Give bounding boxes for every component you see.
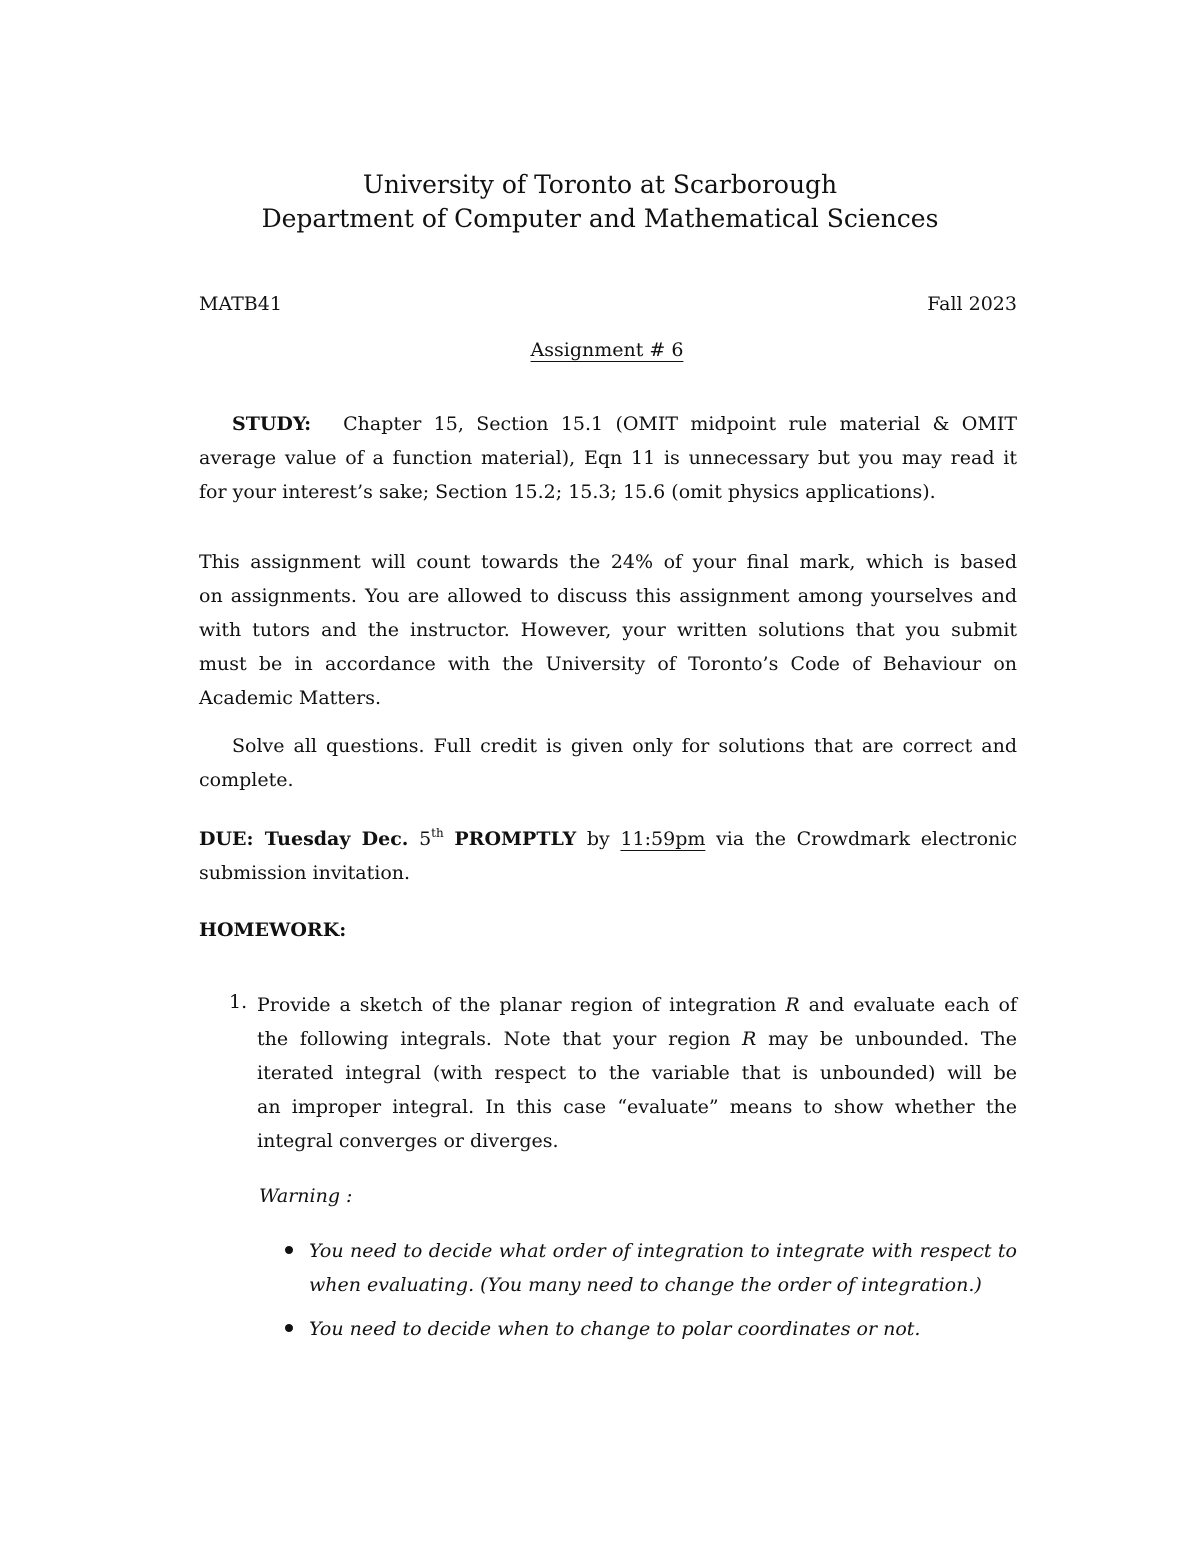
policy-line-4: must be in accordance with the University of Toronto’s Code of Behaviour on: [199, 653, 1017, 675]
warning-b1-line-2: when evaluating. (You many need to change the order of integration.): [309, 1274, 982, 1296]
due-label: DUE: Tuesday Dec.: [199, 828, 409, 850]
solve-line-1: [199, 729, 1017, 763]
study-label: STUDY:: [232, 413, 312, 435]
due-paragraph: [199, 822, 1017, 890]
q1-text-2b: may be unbounded. The: [768, 1028, 1018, 1050]
warning-b1-line-1: You need to decide what order of integration to integrate with respect to: [309, 1240, 1017, 1262]
university-name: University of Toronto at Scarborough: [362, 170, 838, 199]
q1-line-4: an improper integral. In this case “evaluate” means to show whether the: [257, 1096, 1017, 1118]
due-line-2: submission invitation.: [199, 862, 411, 884]
due-time: 11:59pm: [620, 828, 706, 850]
due-day: 5: [419, 828, 432, 850]
study-line-3: for your interest’s sake; Section 15.2; 15.3; 15.6 (omit physics applications).: [199, 481, 936, 503]
q1-text-2a: the following integrals. Note that your region: [257, 1028, 731, 1050]
policy-line-2: on assignments. You are allowed to discuss this assignment among yourselves and: [199, 585, 1017, 607]
bullet-icon: [285, 1324, 293, 1332]
question-1-text: [257, 988, 1017, 1158]
q1-line-1: [257, 988, 1017, 1022]
warning-bullet-1: [309, 1234, 1017, 1302]
solve-text-1: Solve all questions. Full credit is given only for solutions that are correct and: [232, 735, 1017, 757]
study-paragraph: [199, 407, 1017, 509]
question-1-number: 1.: [229, 991, 248, 1013]
policy-paragraph: [199, 545, 1017, 715]
department-name: Department of Computer and Mathematical Sciences: [261, 204, 939, 233]
q1-line-3: iterated integral (with respect to the variable that is unbounded) will be: [257, 1062, 1017, 1084]
study-text-1: Chapter 15, Section 15.1 (OMIT midpoint rule material & OMIT: [343, 413, 1017, 435]
warning-b2-line-1: You need to decide when to change to polar coordinates or not.: [309, 1318, 921, 1340]
study-line-1: [199, 407, 1017, 441]
bullet-icon: [285, 1246, 293, 1254]
q1-line-5: integral converges or diverges.: [257, 1130, 559, 1152]
homework-heading: HOMEWORK:: [199, 919, 347, 941]
warning-label: Warning :: [259, 1185, 353, 1207]
q1-line-2: [257, 1022, 1017, 1056]
policy-line-3: with tutors and the instructor. However, your written solutions that you submit: [199, 619, 1017, 641]
policy-line-5: Academic Matters.: [199, 687, 382, 709]
assignment-title: Assignment # 6: [530, 339, 684, 361]
solve-line-2: complete.: [199, 769, 294, 791]
q1-text-1a: Provide a sketch of the planar region of integration: [257, 994, 777, 1016]
warning-bullet-2: [309, 1312, 1017, 1346]
due-day-suffix: th: [431, 826, 444, 840]
due-line-1: [199, 822, 1017, 856]
study-line-2: average value of a function material), Eqn 11 is unnecessary but you may read it: [199, 447, 1017, 469]
due-promptly: PROMPTLY: [454, 828, 577, 850]
solve-paragraph: [199, 729, 1017, 797]
q1-var-r-1: R: [785, 994, 800, 1016]
q1-var-r-2: R: [742, 1028, 757, 1050]
due-by: by: [586, 828, 610, 850]
policy-line-1: This assignment will count towards the 24% of your final mark, which is based: [199, 551, 1017, 573]
q1-text-1b: and evaluate each of: [808, 994, 1018, 1016]
due-rest: via the Crowdmark electronic: [716, 828, 1018, 850]
course-code: MATB41: [199, 293, 282, 315]
course-term: Fall 2023: [927, 293, 1017, 315]
assignment-title-wrap: [0, 339, 1200, 361]
